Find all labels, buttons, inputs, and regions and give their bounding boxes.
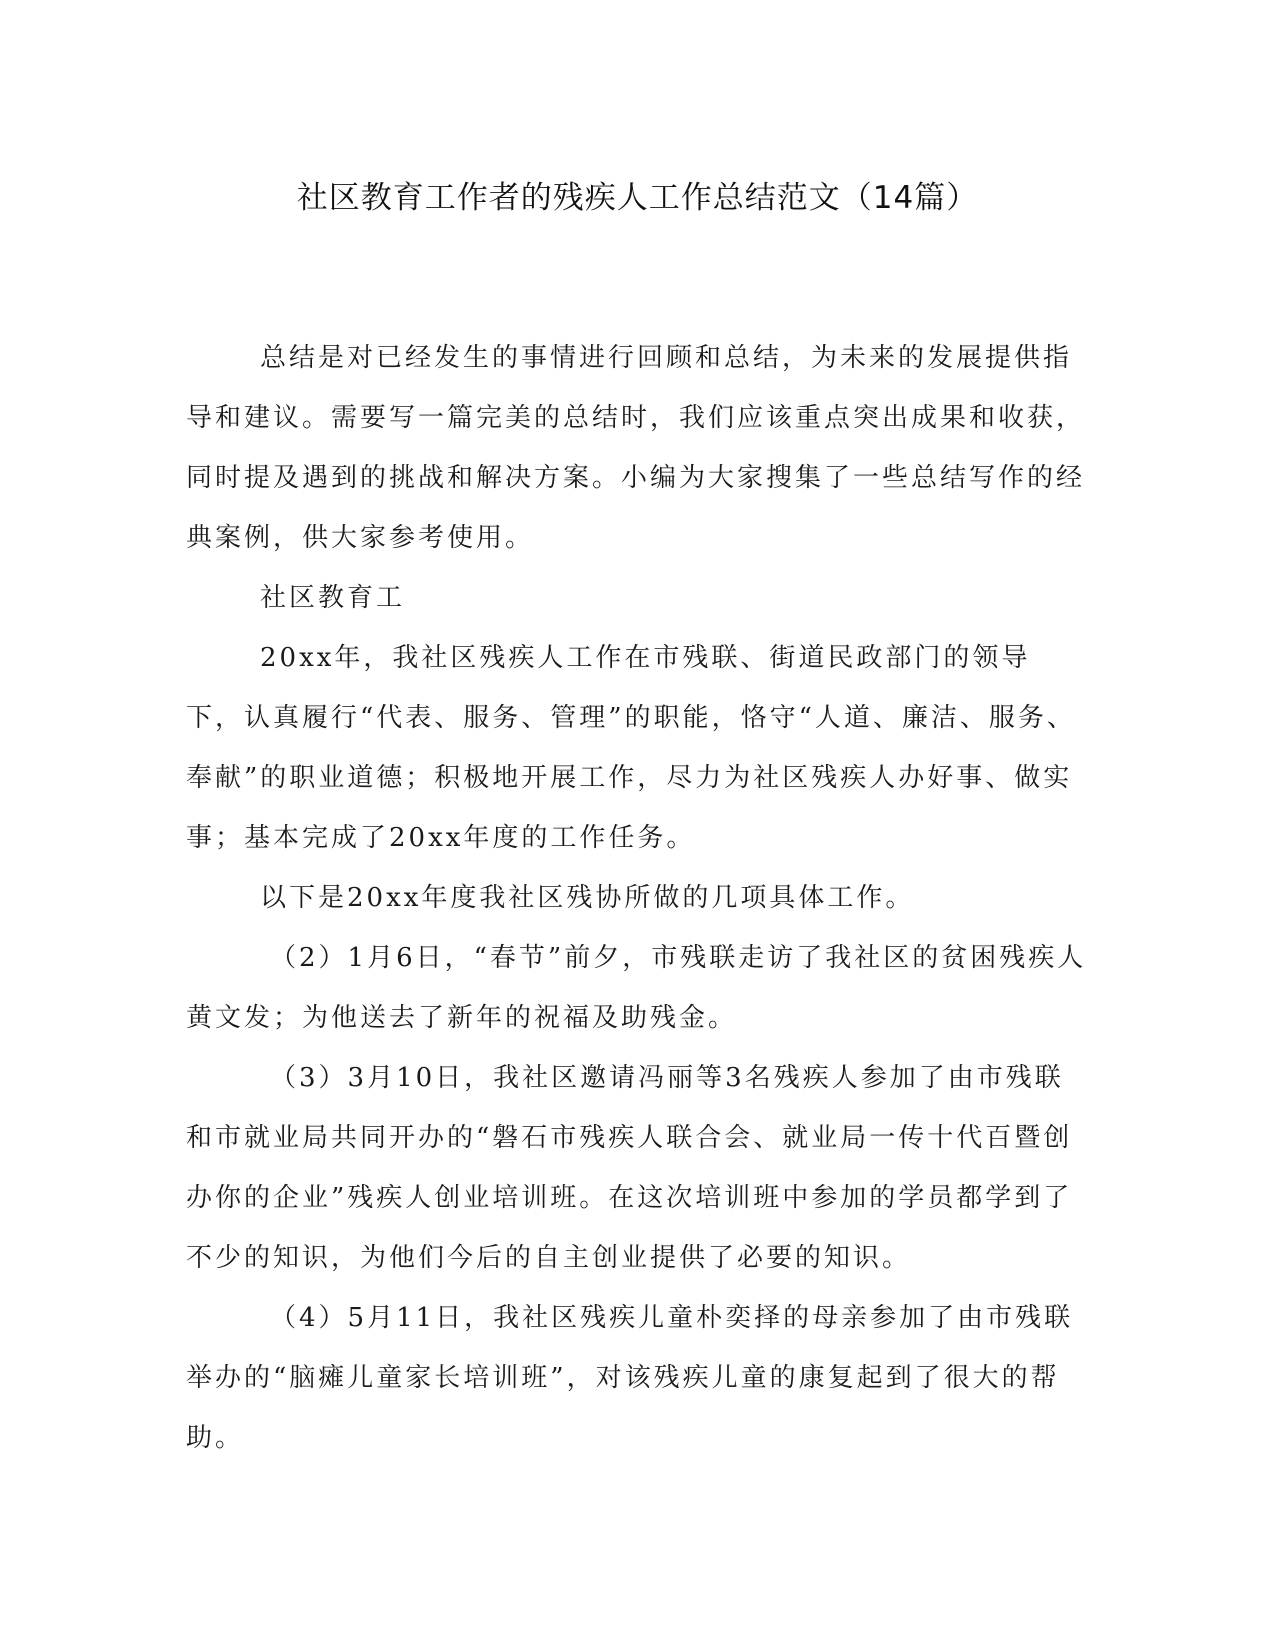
paragraph-item-3: （3）3月10日，我社区邀请冯丽等3名残疾人参加了由市残联和市就业局共同开办的“磐石市残疾人联合会、就业局一传十代百暨创办你的企业”残疾人创业培训班。在这次培训班中参加的学员都学到了不少的知识，为他们今后的自主创业提供了必要的知识。 [186, 1063, 1073, 1273]
document-title: 社区教育工作者的残疾人工作总结范文（14篇） [296, 180, 979, 216]
paragraph-item-4: （4）5月11日，我社区残疾儿童朴奕择的母亲参加了由市残联举办的“脑瘫儿童家长培训班”，对该残疾儿童的康复起到了很大的帮助。 [186, 1303, 1074, 1453]
paragraph-overview: 20xx年，我社区残疾人工作在市残联、街道民政部门的领导下，认真履行“代表、服务、管理”的职能，恪守“人道、廉洁、服务、奉献”的职业道德；积极地开展工作，尽力为社区残疾人办好事、做实事；基本完成了20xx年度的工作任务。 [186, 643, 1076, 853]
paragraph-section-heading: 社区教育工 [260, 583, 406, 613]
paragraph-intro: 总结是对已经发生的事情进行回顾和总结，为未来的发展提供指导和建议。需要写一篇完美的总结时，我们应该重点突出成果和收获，同时提及遇到的挑战和解决方案。小编为大家搜集了一些总结写作的经典案例，供大家参考使用。 [186, 343, 1086, 553]
paragraph-item-2: （2）1月6日，“春节”前夕，市残联走访了我社区的贫困残疾人黄文发；为他送去了新年的祝福及助残金。 [186, 943, 1087, 1033]
document-body [186, 328, 1088, 1468]
paragraph-work-list-intro: 以下是20xx年度我社区残协所做的几项具体工作。 [260, 883, 915, 913]
